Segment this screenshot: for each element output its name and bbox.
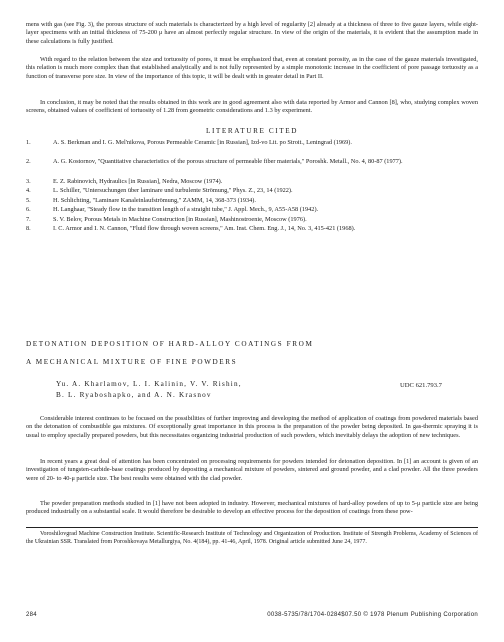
reference-number: 8. <box>26 225 31 232</box>
reference-number: 7. <box>26 216 31 223</box>
footnote-separator <box>26 527 478 528</box>
reference-text: S. V. Belov, Porous Metals in Machine Construction [in Russian], Mashinostroenie, Moscow (1976). <box>53 216 307 223</box>
reference-text: A. G. Kostornov, "Quantitative characteristics of the porous structure of permeable fiber materials," Poroshk. Metall., No. 4, 80-87 (1977). <box>53 158 403 165</box>
article-title-line-1: DETONATION DEPOSITION OF HARD-ALLOY COATINGS FROM <box>26 340 314 348</box>
paragraph-intro: Considerable interest continues to be focused on the possibilities of further improving and developing the method of application of coatings from powdered materials based on the detonation of combustible gas mixtures. Of exceptionally great importance in this process is the preparation of the powder being deposited. In gas-thermic spraying it is usual to employ specially prepared powders, but this necessitates organizing industrial production of such powders, which inevitably delays the adoption of new techniques. <box>26 415 478 439</box>
reference-item <box>26 216 478 225</box>
reference-item <box>26 197 478 206</box>
reference-number: 5. <box>26 197 31 204</box>
reference-item <box>26 225 478 242</box>
paragraph-powder-methods: The powder preparation methods studied in [1] have not been adopted in industry. However, mechanical mixtures of hard-alloy powders of up to 5-μ particle size are being produced industrially on a substantial scale. It would therefore be desirable to develop an effective process for the deposition of coatings from these pow- <box>26 500 478 516</box>
paragraph-tortuosity: With regard to the relation between the size and tortuosity of pores, it must be emphasized that, even at constant porosity, as in the case of the gauze materials investigated, this relation is much more complex than that established analytically and is not fully represented by a simple monotonic increase in the coefficient of pore passage tortuosity as a function of transverse pore size. In view of the importance of this topic, it will be dealt with in greater detail in Part II. <box>26 56 478 80</box>
paragraph-recent-years: In recent years a great deal of attention has been concentrated on processing requirements for powders intended for detonation deposition. In [1] an account is given of an investigation of tungsten-carbide-base coatings produced by depositing a mechanical mixture of powders, sintered and ground powder, and a clad powder. All the three powders were of 20- to 40-μ particle size. The best results were obtained with the clad powder. <box>26 458 478 482</box>
reference-text: H. Schlichting, "Laminare Kanaleinlaufströmung," ZAMM, 14, 368-373 (1934). <box>53 197 256 204</box>
literature-heading: LITERATURE CITED <box>205 127 299 135</box>
reference-text: A. S. Berkman and I. G. Mel'nikova, Porous Permeable Ceramic [in Russian], Izd-vo Lit. po Stroit., Leningrad (1969). <box>53 139 352 146</box>
reference-number: 1. <box>26 139 31 146</box>
authors-line-2: B. L. Ryaboshapko, and A. N. Krasnov <box>56 391 212 399</box>
paragraph-continuation: mens with gas (see Fig. 3), the porous structure of such materials is characterized by a high level of regularity [2] already at a thickness of three to five gauze layers, while eight-layer specimens with an initial thickness of 75-200 μ have an almost perfectly regular structure. In view of the origin of the materials, it is evident that the assumption made in these calculations is fully justified. <box>26 21 478 45</box>
page-number: 284 <box>26 612 37 618</box>
reference-list <box>26 139 478 299</box>
paragraph-conclusion: In conclusion, it may be noted that the results obtained in this work are in good agreement also with data reported by Armor and Cannon [8], who, studying complex woven screens, obtained values of coefficient of tortuosity of 1.28 from geometric considerations and 1.3 by experiment. <box>26 99 478 115</box>
article-title-line-2: A MECHANICAL MIXTURE OF FINE POWDERS <box>26 358 238 366</box>
reference-item <box>26 158 478 175</box>
udc-code: UDC 621.793.7 <box>400 382 442 389</box>
footnote: Voroshilovgrad Machine Construction Institute. Scientific-Research Institute of Technology and Organization of Production. Institute of Strength Problems, Academy of Sciences of the Ukrainian SSR. Translated from Poroshkovaya Metallurgiya, No. 4(184), pp. 41-46, April, 1978. Original article submitted June 24, 1977. <box>26 531 478 545</box>
reference-text: I. C. Armor and I. N. Cannon, "Fluid flow through woven screens," Am. Inst. Chem. Eng. J., 14, No. 3, 415-421 (1968). <box>53 225 356 232</box>
copyright-line: 0038-5735/78/1704-0284$07.50 © 1978 Plenum Publishing Corporation <box>267 612 478 618</box>
reference-number: 4. <box>26 187 31 194</box>
reference-item <box>26 139 478 156</box>
authors-line-1: Yu. A. Kharlamov, L. I. Kalinin, V. V. Rishin, <box>56 380 242 388</box>
reference-text: H. Langhaar, "Steady flow in the transition length of a straight tube," J. Appl. Mech., 9, A55-A58 (1942). <box>53 206 319 213</box>
reference-text: E. Z. Rabinovich, Hydraulics [in Russian], Nedra, Moscow (1974). <box>53 178 223 185</box>
reference-number: 2. <box>26 158 31 165</box>
reference-number: 3. <box>26 178 31 185</box>
reference-number: 6. <box>26 206 31 213</box>
reference-item <box>26 206 478 215</box>
reference-item <box>26 178 478 187</box>
reference-text: L. Schiller, "Untersuchungen über laminare und turbulente Strömung," Phys. Z., 23, 14 (1922). <box>53 187 293 194</box>
reference-item <box>26 187 478 196</box>
